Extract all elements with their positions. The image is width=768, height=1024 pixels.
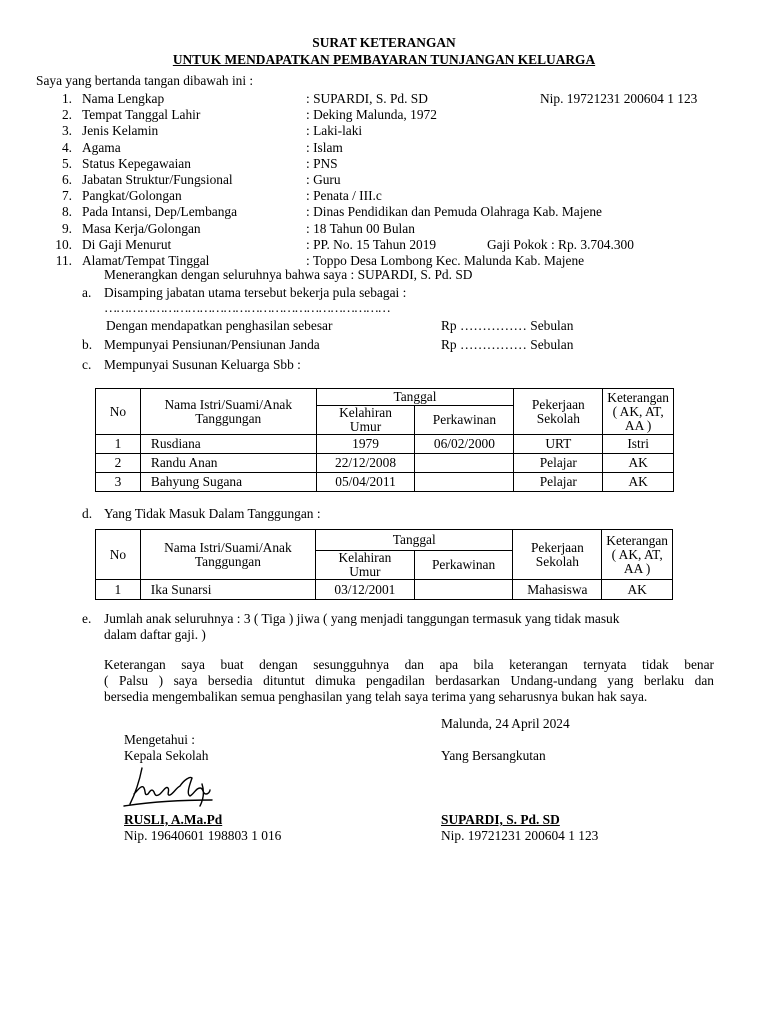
field-label: Agama (82, 140, 121, 155)
header-kelahiran (316, 406, 415, 435)
field-value: : SUPARDI, S. Pd. SD (306, 91, 428, 106)
item-c-text: Mempunyai Susunan Keluarga Sbb : (104, 357, 301, 372)
cell-lahir: 22/12/2008 (316, 454, 415, 473)
header-tanggal: Tanggal (316, 389, 514, 406)
field-number: 7. (61, 188, 72, 203)
field-label: Jenis Kelamin (82, 123, 159, 138)
cell-no: 1 (96, 580, 141, 600)
header-kelahiran-line1: Kelahiran (338, 550, 392, 565)
cell-pekerjaan: URT (514, 435, 603, 454)
header-kelahiran-line1: Kelahiran (339, 405, 392, 420)
family-table (95, 388, 674, 492)
left-role: Kepala Sekolah (124, 748, 209, 763)
cell-keterangan: AK (603, 454, 674, 473)
field-value: : Islam (306, 140, 343, 155)
header-keterangan (602, 530, 673, 580)
header-keterangan-line1: Keterangan (606, 532, 668, 548)
header-pekerjaan-line2: Sekolah (535, 553, 579, 569)
header-name (140, 389, 316, 435)
cell-no: 3 (96, 473, 141, 492)
field-value: : Toppo Desa Lombong Kec. Malunda Kab. Majene (306, 253, 585, 268)
field-label: Pangkat/Golongan (82, 188, 182, 203)
field-value: : PP. No. 15 Tahun 2019 (306, 237, 437, 252)
header-pekerjaan-line1: Pekerjaan (531, 396, 585, 412)
field-label: Status Kepegawaian (82, 156, 191, 171)
header-no: No (96, 530, 141, 580)
header-name (140, 530, 315, 580)
header-perkawinan: Perkawinan (414, 551, 513, 580)
item-e-line1: Jumlah anak seluruhnya : 3 ( Tiga ) jiwa ( yang menjadi tanggungan termasuk yang tidak masuk (104, 611, 620, 626)
intro-text: Saya yang bertanda tangan dibawah ini : (36, 73, 254, 88)
document-subtitle: UNTUK MENDAPATKAN PEMBAYARAN TUNJANGAN KELUARGA (172, 52, 596, 67)
signature-image (120, 764, 220, 812)
item-b-text: Mempunyai Pensiunan/Pensiunan Janda (104, 337, 320, 352)
field-value: : PNS (306, 156, 338, 171)
field-value: : Deking Malunda, 1972 (306, 107, 437, 122)
right-nip: Nip. 19721231 200604 1 123 (441, 828, 599, 843)
field-number: 3. (61, 123, 72, 138)
field-extra: Gaji Pokok : Rp. 3.704.300 (487, 237, 634, 252)
header-name-line2: Tanggungan (194, 553, 261, 569)
cell-name: Rusdiana (140, 435, 316, 454)
cell-keterangan: AK (603, 473, 674, 492)
header-pekerjaan-line2: Sekolah (536, 410, 580, 426)
field-number: 9. (61, 221, 72, 236)
field-number: 11. (55, 253, 72, 268)
field-value: : Guru (306, 172, 341, 187)
item-c-letter: c. (82, 357, 92, 372)
field-extra: Nip. 19721231 200604 1 123 (540, 91, 698, 106)
excluded-table (95, 529, 673, 600)
left-known: Mengetahui : (124, 732, 196, 747)
table-row (96, 580, 673, 600)
header-keterangan (603, 389, 674, 435)
cell-no: 2 (96, 454, 141, 473)
header-kelahiran (316, 551, 415, 580)
cell-lahir: 1979 (316, 435, 415, 454)
statement-line3: bersedia mengembalikan semua penghasilan yang telah saya terima yang seharusnya bukan hak saya. (104, 689, 648, 704)
field-value: : Dinas Pendidikan dan Pemuda Olahraga Kab. Majene (306, 204, 602, 219)
cell-keterangan: Istri (603, 435, 674, 454)
item-b-letter: b. (82, 337, 93, 352)
item-a-income: Dengan mendapatkan penghasilan sebesar (106, 318, 333, 333)
item-a-rp: Rp …………… Sebulan (441, 318, 574, 333)
item-a-letter: a. (82, 285, 92, 300)
header-name-line1: Nama Istri/Suami/Anak (164, 539, 292, 555)
field-number: 8. (61, 204, 72, 219)
statement-line1: Keterangan saya buat dengan sesungguhnya dan apa bila keterangan ternyata tidak benar (104, 657, 714, 672)
header-keterangan-line1: Keterangan (607, 389, 669, 405)
field-label: Alamat/Tempat Tinggal (82, 253, 210, 268)
cell-lahir: 03/12/2001 (316, 580, 415, 600)
field-number: 1. (61, 91, 72, 106)
item-e-line2: dalam daftar gaji. ) (104, 627, 206, 642)
field-label: Tempat Tanggal Lahir (82, 107, 201, 122)
field-value: : Laki-laki (306, 123, 363, 138)
field-label: Nama Lengkap (82, 91, 165, 106)
left-nip: Nip. 19640601 198803 1 016 (124, 828, 282, 843)
table-row (96, 454, 674, 473)
header-pekerjaan (514, 389, 603, 435)
table-row (96, 473, 674, 492)
field-label: Di Gaji Menurut (82, 237, 172, 252)
header-name-line1: Nama Istri/Suami/Anak (164, 396, 293, 412)
header-pekerjaan (513, 530, 602, 580)
item-d-text: Yang Tidak Masuk Dalam Tanggungan : (104, 506, 321, 521)
header-perkawinan: Perkawinan (415, 406, 514, 435)
table-row (96, 435, 674, 454)
field-number: 4. (61, 140, 72, 155)
item-b-rp: Rp …………… Sebulan (441, 337, 574, 352)
field-label: Pada Intansi, Dep/Lembanga (82, 204, 238, 219)
header-keterangan-line2: ( AK, AT, AA ) (612, 403, 664, 433)
cell-pekerjaan: Mahasiswa (513, 580, 602, 600)
field-number: 2. (61, 107, 72, 122)
cell-pekerjaan: Pelajar (514, 473, 603, 492)
cell-keterangan: AK (602, 580, 673, 600)
cell-kawin (414, 580, 513, 600)
item-a-dots: ……………………………………………………………… (104, 300, 390, 315)
cell-kawin (415, 473, 514, 492)
field-number: 10. (55, 237, 72, 252)
header-name-line2: Tanggungan (195, 410, 262, 426)
header-no: No (96, 389, 141, 435)
item-d-letter: d. (82, 506, 93, 521)
cell-kawin (415, 454, 514, 473)
header-kelahiran-line2: Umur (349, 419, 382, 434)
header-kelahiran-line2: Umur (349, 564, 381, 579)
field-number: 6. (61, 172, 72, 187)
item-e-letter: e. (82, 611, 92, 626)
header-tanggal: Tanggal (316, 530, 513, 551)
cell-name: Bahyung Sugana (140, 473, 316, 492)
item-a-text: Disamping jabatan utama tersebut bekerja pula sebagai : (104, 285, 407, 300)
field-label: Jabatan Struktur/Fungsional (82, 172, 233, 187)
statement-line2: ( Palsu ) saya bersedia dituntut dimuka pengadilan berdasarkan Undang-undang yang berlaku dan (104, 673, 714, 688)
cell-name: Randu Anan (140, 454, 316, 473)
cell-name: Ika Sunarsi (140, 580, 315, 600)
left-name: RUSLI, A.Ma.Pd (124, 812, 223, 827)
document-title: SURAT KETERANGAN (312, 35, 456, 50)
cell-pekerjaan: Pelajar (514, 454, 603, 473)
place-date: Malunda, 24 April 2024 (441, 716, 570, 731)
field-value: : 18 Tahun 00 Bulan (306, 221, 415, 236)
cell-no: 1 (96, 435, 141, 454)
declaration-text: Menerangkan dengan seluruhnya bahwa saya : SUPARDI, S. Pd. SD (104, 267, 473, 282)
right-name: SUPARDI, S. Pd. SD (441, 812, 560, 827)
cell-kawin: 06/02/2000 (415, 435, 514, 454)
right-role: Yang Bersangkutan (441, 748, 546, 763)
field-label: Masa Kerja/Golongan (82, 221, 201, 236)
cell-lahir: 05/04/2011 (316, 473, 415, 492)
field-value: : Penata / III.c (306, 188, 382, 203)
field-number: 5. (61, 156, 72, 171)
header-pekerjaan-line1: Pekerjaan (530, 539, 584, 555)
header-keterangan-line2: ( AK, AT, AA ) (611, 546, 663, 576)
